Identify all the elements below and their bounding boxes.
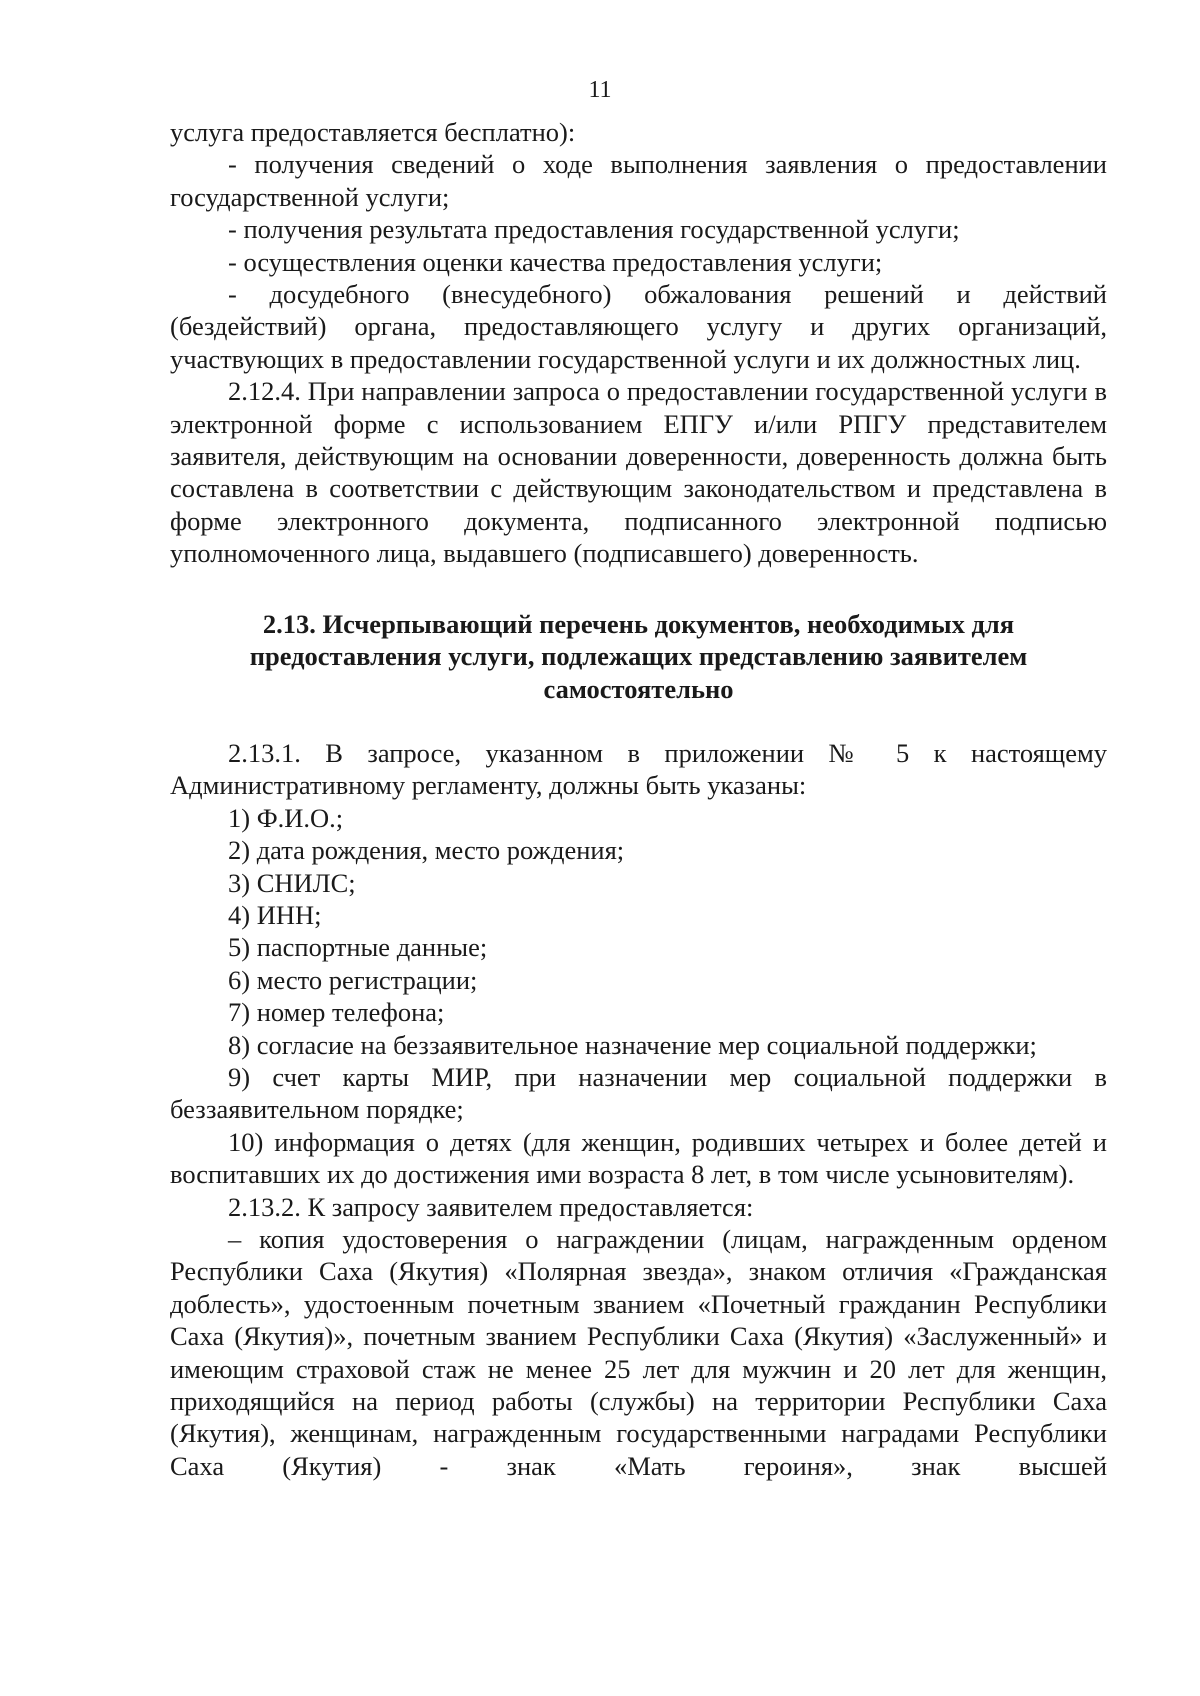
paragraph-result: - получения результата предоставления государственной услуги;	[228, 214, 960, 245]
section-heading-2-13	[170, 608, 1107, 705]
list-item-birth: 2) дата рождения, место рождения;	[228, 835, 625, 866]
heading-line-1: 2.13. Исчерпывающий перечень документов, необходимых для	[262, 608, 1015, 639]
paragraph-service-free: услуга предоставляется бесплатно):	[170, 117, 576, 147]
document-body	[170, 116, 1107, 1482]
list-item-children-info: 10) информация о детях (для женщин, родивших четырех и более детей и воспитавших их до достижения ими возраста 8 лет, в том числе усыновителям).	[170, 1126, 1107, 1190]
list-item-consent: 8) согласие на беззаявительное назначение мер социальной поддержки;	[228, 1029, 1037, 1060]
list-item-snils: 3) СНИЛС;	[228, 867, 356, 898]
list-item-registration: 6) место регистрации;	[228, 964, 478, 995]
list-item-phone: 7) номер телефона;	[228, 997, 445, 1028]
heading-line-3: самостоятельно	[543, 673, 734, 704]
list-item-full-name: 1) Ф.И.О.;	[228, 802, 344, 833]
list-item-inn: 4) ИНН;	[228, 899, 322, 930]
paragraph-2-13-2: 2.13.2. К запросу заявителем предоставляется:	[228, 1191, 754, 1222]
paragraph-award-copy: – копия удостоверения о награждении (лицам, награжденным орденом Республики Саха (Якутия) «Полярная звезда», знаком отличия «Гражданская доблесть», удостоенным почетным званием «Почетный гражданин Республики Саха (Якутия)», почетным званием Республики Саха (Якутия) «Заслуженный» и имеющим страховой стаж не менее 25 лет для мужчин и 20 лет для женщин, приходящийся на период работы (службы) на территории Республики Саха (Якутия), женщинам, награжденным государственными наградами Республики Саха (Якутия) - знак «Мать героиня», знак высшей	[170, 1224, 1107, 1481]
list-item-mir-card: 9) счет карты МИР, при назначении мер социальной поддержки в беззаявительном порядке;	[170, 1061, 1107, 1125]
paragraph-2-12-4: 2.12.4. При направлении запроса о предоставлении государственной услуги в электронной форме с использованием ЕПГУ и/или РПГУ представителем заявителя, действующим на основании доверенности, доверенность должна быть составлена в соответствии с действующим законодательством и представлена в форме электронного документа, подписанного электронной подписью уполномоченного лица, выдавшего (подписавшего) доверенность.	[170, 376, 1107, 569]
paragraph-2-13-1: 2.13.1. В запросе, указанном в приложении № 5 к настоящему Административному регламенту, должны быть указаны:	[170, 737, 1107, 801]
page-number: 11	[588, 77, 612, 103]
paragraph-quality-assessment: - осуществления оценки качества предоставления услуги;	[228, 246, 883, 277]
paragraph-appeal: - досудебного (внесудебного) обжалования решений и действий (бездействий) органа, предоставляющего услугу и других организаций, участвующих в предоставлении государственной услуги и их должностных лиц.	[170, 279, 1107, 374]
heading-line-2: предоставления услуги, подлежащих представлению заявителем	[249, 641, 1028, 672]
list-item-passport: 5) паспортные данные;	[228, 932, 488, 963]
paragraph-status-info: - получения сведений о ходе выполнения заявления о предоставлении государственной услуги;	[170, 149, 1107, 212]
